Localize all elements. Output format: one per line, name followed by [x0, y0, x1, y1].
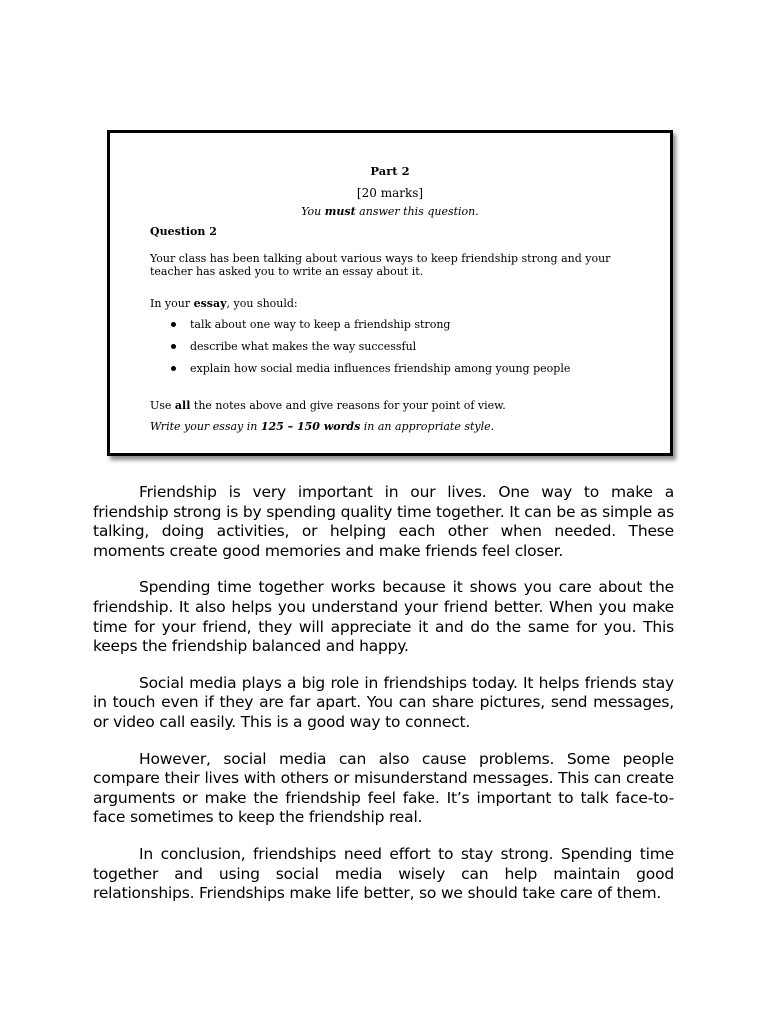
- instruction-text: [110, 205, 670, 218]
- essay-paragraph: Social media plays a big role in friendships today. It helps friends stay in touch even if they are far apart. You can share pictures, send messages, or video call easily. This is a good way to connect.: [93, 673, 674, 731]
- essay-body: [93, 483, 674, 921]
- bullet-icon: [171, 344, 176, 349]
- style-pre: Write your essay in: [150, 420, 261, 433]
- bullet-icon: [171, 366, 176, 371]
- task-bullet: [168, 340, 570, 362]
- notes-instruction: [150, 399, 506, 412]
- question-number: Question 2: [150, 225, 217, 238]
- task-bullet: [168, 362, 570, 384]
- word-count-emphasis: 125 – 150 words: [260, 420, 361, 433]
- part-heading: Part 2: [370, 164, 410, 178]
- notes-post: the notes above and give reasons for your point of view.: [190, 399, 506, 412]
- bullet-icon: [171, 322, 176, 327]
- notes-pre: Use: [150, 399, 175, 412]
- task-lead: [150, 297, 298, 310]
- task-lead-emphasis: essay: [193, 297, 227, 310]
- style-instruction: [150, 420, 494, 433]
- instruction-emphasis: must: [324, 205, 356, 218]
- style-post: in an appropriate style.: [360, 420, 495, 433]
- task-bullet-text: talk about one way to keep a friendship strong: [190, 318, 451, 331]
- task-bullet-text: explain how social media influences friendship among young people: [190, 362, 571, 375]
- essay-paragraph: Friendship is very important in our lives. One way to make a friendship strong is by spending quality time together. It can be as simple as talking, doing activities, or helping each other when needed. These moments create good memories and make friends feel closer.: [93, 483, 674, 560]
- instruction-pre: You: [301, 205, 325, 218]
- instruction-post: answer this question.: [355, 205, 479, 218]
- essay-paragraph: Spending time together works because it shows you care about the friendship. It also helps you understand your friend better. When you make time for your friend, they will appreciate it and do the same for you. This keeps the friendship balanced and happy.: [93, 578, 674, 656]
- task-bullet: [168, 318, 570, 340]
- task-bullets: [168, 318, 570, 384]
- task-lead-post: , you should:: [226, 297, 298, 310]
- essay-paragraph: However, social media can also cause problems. Some people compare their lives with others or misunderstand messages. This can create arguments or make the friendship feel fake. It’s important to talk face-to-face sometimes to keep the friendship real.: [93, 749, 674, 827]
- question-prompt: Your class has been talking about various ways to keep friendship strong and your teacher has asked you to write an essay about it.: [150, 252, 611, 278]
- task-bullet-text: describe what makes the way successful: [190, 340, 417, 353]
- notes-emphasis: all: [174, 399, 191, 412]
- essay-paragraph: In conclusion, friendships need effort to stay strong. Spending time together and using social media wisely can help maintain good relationships. Friendships make life better, so we should take care of them.: [93, 844, 674, 903]
- marks-label: [20 marks]: [356, 186, 424, 200]
- task-lead-pre: In your: [150, 297, 194, 310]
- question-box: [107, 130, 673, 456]
